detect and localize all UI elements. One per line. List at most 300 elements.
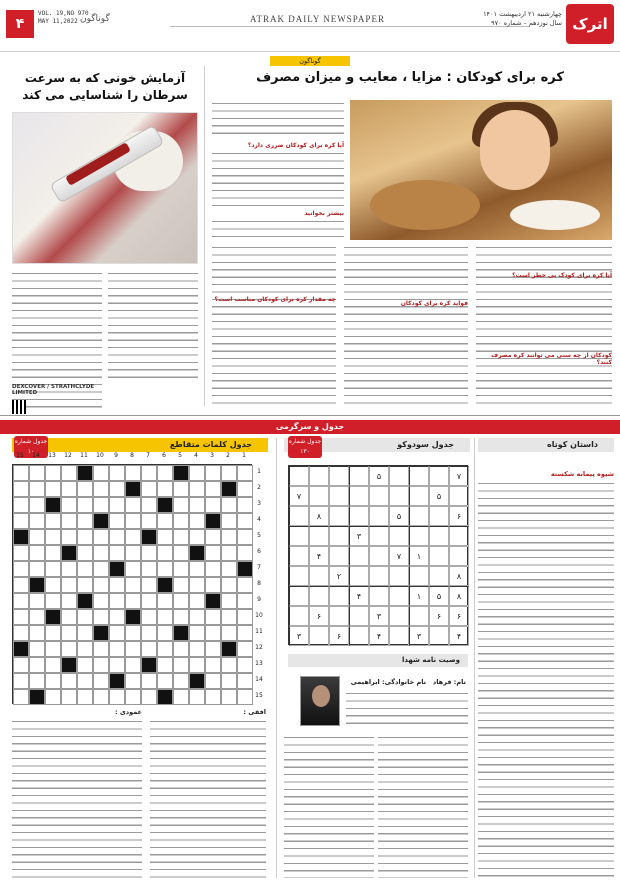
sudoku-cell[interactable] — [349, 466, 369, 486]
persian-date: چهارشنبه ۲۱ اردیبهشت ۱۴۰۱ سال نوزدهم – شماره ۹۷۰ — [483, 10, 562, 27]
crossword-cell — [125, 481, 141, 497]
crossword-cell[interactable] — [205, 465, 221, 481]
crossword-cell[interactable] — [61, 625, 77, 641]
crossword-cell[interactable] — [205, 625, 221, 641]
crossword-cell[interactable] — [157, 625, 173, 641]
crossword-cell[interactable] — [157, 673, 173, 689]
crossword-cell[interactable] — [109, 609, 125, 625]
crossword-cell[interactable] — [173, 689, 189, 705]
crossword-cell[interactable] — [189, 529, 205, 545]
crossword-cell[interactable] — [109, 689, 125, 705]
crossword-cell[interactable] — [173, 593, 189, 609]
sudoku-cell: ۴ — [369, 626, 389, 646]
sudoku-cell[interactable] — [289, 546, 309, 566]
sudoku-cell[interactable] — [289, 566, 309, 586]
sudoku-cell: ۷ — [389, 546, 409, 566]
crossword-cell[interactable] — [237, 625, 253, 641]
sudoku-cell[interactable] — [329, 546, 349, 566]
crossword-cell[interactable] — [189, 609, 205, 625]
crossword-cell[interactable] — [157, 513, 173, 529]
row-number: 12 — [255, 644, 263, 651]
crossword-cell[interactable] — [141, 689, 157, 705]
crossword-cell[interactable] — [45, 641, 61, 657]
crossword-cell[interactable] — [205, 561, 221, 577]
crossword-cell[interactable] — [109, 529, 125, 545]
sudoku-cell[interactable] — [369, 546, 389, 566]
crossword-badge: جدول شماره ۱۰ — [14, 436, 48, 458]
sudoku-cell[interactable] — [389, 486, 409, 506]
sudoku-cell[interactable] — [349, 486, 369, 506]
crossword-cell[interactable] — [157, 641, 173, 657]
crossword-cell[interactable] — [141, 497, 157, 513]
crossword-cell[interactable] — [141, 465, 157, 481]
crossword-cell[interactable] — [173, 545, 189, 561]
sudoku-cell[interactable] — [309, 626, 329, 646]
article-credit: DEXCOVER / STRATHCLYDE LIMITED — [12, 384, 95, 396]
sudoku-cell[interactable] — [329, 486, 349, 506]
crossword-cell[interactable] — [45, 545, 61, 561]
sudoku-cell[interactable] — [429, 566, 449, 586]
sudoku-cell[interactable] — [389, 626, 409, 646]
crossword-cell[interactable] — [141, 641, 157, 657]
sudoku-cell[interactable] — [329, 586, 349, 606]
crossword-cell[interactable] — [109, 513, 125, 529]
crossword-cell[interactable] — [125, 641, 141, 657]
crossword-cell[interactable] — [237, 593, 253, 609]
crossword-cell[interactable] — [13, 593, 29, 609]
crossword-cell[interactable] — [77, 529, 93, 545]
crossword-cell[interactable] — [237, 577, 253, 593]
sudoku-cell[interactable] — [429, 546, 449, 566]
crossword-cell[interactable] — [221, 577, 237, 593]
crossword-cell[interactable] — [13, 689, 29, 705]
crossword-cell[interactable] — [13, 609, 29, 625]
crossword-cell[interactable] — [173, 561, 189, 577]
crossword-cell[interactable] — [221, 465, 237, 481]
crossword-cell[interactable] — [237, 497, 253, 513]
crossword-cell[interactable] — [221, 609, 237, 625]
qr-code-icon — [12, 400, 26, 414]
crossword-cell[interactable] — [237, 673, 253, 689]
crossword-cell[interactable] — [61, 593, 77, 609]
crossword-cell[interactable] — [173, 497, 189, 513]
sudoku-grid[interactable] — [288, 465, 468, 645]
sudoku-cell[interactable] — [329, 606, 349, 626]
main-col-2 — [344, 244, 468, 410]
crossword-cell[interactable] — [93, 497, 109, 513]
crossword-cell[interactable] — [237, 481, 253, 497]
row-number: 11 — [255, 628, 263, 635]
crossword-cell[interactable] — [173, 609, 189, 625]
crossword-cell[interactable] — [157, 609, 173, 625]
crossword-cell[interactable] — [221, 545, 237, 561]
crossword-cell[interactable] — [237, 657, 253, 673]
row-number: 14 — [255, 676, 263, 683]
crossword-cell[interactable] — [77, 577, 93, 593]
crossword-cell[interactable] — [45, 513, 61, 529]
crossword-cell[interactable] — [61, 577, 77, 593]
crossword-cell[interactable] — [29, 497, 45, 513]
crossword-cell[interactable] — [141, 561, 157, 577]
crossword-cell[interactable] — [93, 657, 109, 673]
crossword-cell[interactable] — [189, 593, 205, 609]
sudoku-cell[interactable] — [329, 506, 349, 526]
crossword-cell[interactable] — [189, 465, 205, 481]
sudoku-cell[interactable] — [409, 606, 429, 626]
crossword-cell[interactable] — [109, 481, 125, 497]
sudoku-cell[interactable] — [349, 506, 369, 526]
crossword-cell[interactable] — [45, 625, 61, 641]
crossword-cell[interactable] — [141, 513, 157, 529]
crossword-cell[interactable] — [45, 657, 61, 673]
col-number: 15 — [16, 452, 24, 459]
crossword-cell — [109, 673, 125, 689]
sudoku-cell[interactable] — [329, 526, 349, 546]
sudoku-cell[interactable] — [369, 506, 389, 526]
sudoku-cell: ۶ — [449, 606, 469, 626]
crossword-cell[interactable] — [45, 465, 61, 481]
crossword-cell[interactable] — [61, 513, 77, 529]
crossword-cell[interactable] — [189, 513, 205, 529]
crossword-cell[interactable] — [13, 465, 29, 481]
crossword-cell[interactable] — [173, 657, 189, 673]
crossword-cell[interactable] — [93, 641, 109, 657]
crossword-cell[interactable] — [125, 513, 141, 529]
crossword-cell[interactable] — [157, 561, 173, 577]
crossword-cell[interactable] — [61, 673, 77, 689]
sudoku-cell[interactable] — [409, 486, 429, 506]
crossword-cell[interactable] — [109, 593, 125, 609]
crossword-cell — [205, 513, 221, 529]
crossword-cell[interactable] — [109, 497, 125, 513]
crossword-cell[interactable] — [13, 625, 29, 641]
crossword-cell[interactable] — [157, 593, 173, 609]
crossword-cell[interactable] — [13, 657, 29, 673]
sudoku-cell[interactable] — [429, 526, 449, 546]
sudoku-cell[interactable] — [369, 586, 389, 606]
crossword-cell — [173, 465, 189, 481]
main-intro — [212, 100, 344, 140]
crossword-cell — [61, 545, 77, 561]
sudoku-cell[interactable] — [349, 546, 369, 566]
crossword-cell[interactable] — [61, 561, 77, 577]
sudoku-cell[interactable] — [289, 586, 309, 606]
sudoku-cell[interactable] — [389, 526, 409, 546]
crossword-cell[interactable] — [93, 529, 109, 545]
crossword-cell[interactable] — [205, 545, 221, 561]
left-article-col2 — [108, 270, 198, 380]
crossword-cell — [77, 593, 93, 609]
crossword-cell[interactable] — [77, 625, 93, 641]
crossword-cell[interactable] — [77, 513, 93, 529]
crossword-cell[interactable] — [141, 577, 157, 593]
crossword-cell[interactable] — [93, 609, 109, 625]
crossword-cell[interactable] — [141, 593, 157, 609]
crossword-cell — [141, 529, 157, 545]
crossword-cell[interactable] — [141, 673, 157, 689]
crossword-cell[interactable] — [221, 513, 237, 529]
col-number: 7 — [146, 452, 150, 459]
crossword-cell[interactable] — [189, 561, 205, 577]
crossword-cell[interactable] — [13, 545, 29, 561]
crossword-cell[interactable] — [189, 481, 205, 497]
sudoku-cell: ۱ — [409, 586, 429, 606]
crossword-cell[interactable] — [189, 657, 205, 673]
sudoku-cell[interactable] — [309, 526, 329, 546]
crossword-cell[interactable] — [13, 481, 29, 497]
crossword-cell[interactable] — [13, 513, 29, 529]
crossword-cell[interactable] — [77, 561, 93, 577]
crossword-cell[interactable] — [61, 609, 77, 625]
crossword-cell[interactable] — [13, 577, 29, 593]
crossword-cell[interactable] — [173, 673, 189, 689]
crossword-cell[interactable] — [29, 529, 45, 545]
martyr-photo — [300, 676, 340, 726]
crossword-cell[interactable] — [61, 481, 77, 497]
crossword-cell[interactable] — [237, 529, 253, 545]
crossword-cell[interactable] — [157, 545, 173, 561]
crossword-cell[interactable] — [157, 657, 173, 673]
crossword-cell[interactable] — [77, 545, 93, 561]
crossword-cell[interactable] — [173, 481, 189, 497]
crossword-cell — [173, 625, 189, 641]
sudoku-cell: ۵ — [429, 586, 449, 606]
crossword-cell[interactable] — [109, 465, 125, 481]
sudoku-header: جدول سودوکو — [284, 438, 470, 452]
down-title: عمودی : — [114, 708, 142, 716]
crossword-cell[interactable] — [205, 497, 221, 513]
subhead-1: آیا کره برای کودکان ضرری دارد؟ — [247, 142, 344, 149]
sudoku-cell[interactable] — [309, 466, 329, 486]
subhead-4: فواید کره برای کودکان — [400, 300, 468, 307]
sudoku-cell[interactable] — [309, 486, 329, 506]
crossword-cell[interactable] — [189, 577, 205, 593]
down-clues — [12, 718, 142, 878]
sudoku-cell: ۳ — [289, 626, 309, 646]
crossword-cell[interactable] — [45, 481, 61, 497]
crossword-cell[interactable] — [77, 609, 93, 625]
sudoku-cell[interactable] — [389, 566, 409, 586]
crossword-cell[interactable] — [29, 593, 45, 609]
sudoku-cell[interactable] — [369, 566, 389, 586]
sudoku-cell: ۸ — [309, 506, 329, 526]
crossword-cell[interactable] — [13, 497, 29, 513]
sudoku-cell[interactable] — [309, 586, 329, 606]
crossword-cell — [205, 593, 221, 609]
crossword-cell[interactable] — [93, 561, 109, 577]
crossword-cell[interactable] — [189, 641, 205, 657]
crossword-cell[interactable] — [29, 609, 45, 625]
crossword-cell[interactable] — [125, 465, 141, 481]
crossword-cell[interactable] — [125, 593, 141, 609]
crossword-cell[interactable] — [205, 657, 221, 673]
crossword-grid[interactable] — [12, 464, 252, 704]
crossword-cell[interactable] — [237, 545, 253, 561]
crossword-cell[interactable] — [221, 673, 237, 689]
story-text — [478, 480, 614, 878]
crossword-cell[interactable] — [237, 465, 253, 481]
crossword-cell[interactable] — [93, 593, 109, 609]
newspaper-logo: اترک — [566, 4, 614, 44]
crossword-cell[interactable] — [93, 577, 109, 593]
crossword-cell[interactable] — [13, 561, 29, 577]
sudoku-cell[interactable] — [289, 506, 309, 526]
crossword-cell[interactable] — [237, 641, 253, 657]
crossword-cell[interactable] — [93, 481, 109, 497]
sudoku-cell[interactable] — [349, 606, 369, 626]
crossword-cell[interactable] — [77, 641, 93, 657]
crossword-cell[interactable] — [125, 625, 141, 641]
sudoku-cell[interactable] — [289, 466, 309, 486]
crossword-cell[interactable] — [29, 625, 45, 641]
sudoku-cell[interactable] — [389, 586, 409, 606]
main-para-2 — [212, 218, 344, 240]
crossword-cell[interactable] — [125, 689, 141, 705]
crossword-cell[interactable] — [109, 657, 125, 673]
crossword-cell[interactable] — [13, 673, 29, 689]
crossword-cell[interactable] — [45, 577, 61, 593]
sudoku-cell: ۸ — [449, 586, 469, 606]
crossword-cell[interactable] — [205, 529, 221, 545]
column-divider-2 — [276, 438, 277, 878]
crossword-cell[interactable] — [221, 529, 237, 545]
column-divider — [204, 66, 205, 406]
crossword-cell[interactable] — [61, 465, 77, 481]
sudoku-cell[interactable] — [309, 566, 329, 586]
sudoku-cell[interactable] — [369, 526, 389, 546]
sudoku-cell[interactable] — [409, 506, 429, 526]
crossword-cell[interactable] — [141, 625, 157, 641]
crossword-cell — [221, 481, 237, 497]
crossword-cell[interactable] — [205, 641, 221, 657]
row-number: 1 — [257, 468, 261, 475]
sudoku-cell[interactable] — [449, 526, 469, 546]
crossword-cell[interactable] — [93, 545, 109, 561]
crossword-cell[interactable] — [125, 545, 141, 561]
crossword-cell[interactable] — [125, 673, 141, 689]
crossword-cell[interactable] — [205, 609, 221, 625]
crossword-cell[interactable] — [77, 481, 93, 497]
crossword-cell[interactable] — [125, 529, 141, 545]
crossword-cell[interactable] — [45, 561, 61, 577]
crossword-cell[interactable] — [221, 561, 237, 577]
sudoku-cell[interactable] — [409, 526, 429, 546]
crossword-cell[interactable] — [29, 561, 45, 577]
crossword-cell[interactable] — [77, 657, 93, 673]
subhead-3: آیا کره برای کودک بی خطر است؟ — [512, 272, 612, 279]
crossword-cell[interactable] — [125, 561, 141, 577]
crossword-cell[interactable] — [221, 593, 237, 609]
crossword-cell[interactable] — [189, 497, 205, 513]
crossword-cell[interactable] — [77, 689, 93, 705]
crossword-cell[interactable] — [109, 641, 125, 657]
crossword-cell[interactable] — [237, 689, 253, 705]
row-number: 10 — [255, 612, 263, 619]
crossword-cell[interactable] — [157, 529, 173, 545]
col-number: 12 — [64, 452, 72, 459]
crossword-cell[interactable] — [221, 497, 237, 513]
sudoku-cell[interactable] — [289, 526, 309, 546]
crossword-cell[interactable] — [61, 641, 77, 657]
crossword-cell[interactable] — [45, 673, 61, 689]
crossword-cell[interactable] — [61, 529, 77, 545]
sudoku-cell[interactable] — [369, 486, 389, 506]
sudoku-cell[interactable] — [409, 566, 429, 586]
crossword-cell[interactable] — [189, 689, 205, 705]
crossword-cell[interactable] — [125, 657, 141, 673]
crossword-cell[interactable] — [221, 689, 237, 705]
crossword-cell[interactable] — [109, 625, 125, 641]
crossword-cell[interactable] — [29, 513, 45, 529]
crossword-cell[interactable] — [93, 465, 109, 481]
crossword-cell[interactable] — [45, 529, 61, 545]
sudoku-cell[interactable] — [429, 626, 449, 646]
sudoku-cell[interactable] — [449, 546, 469, 566]
sudoku-cell[interactable] — [449, 486, 469, 506]
sudoku-cell[interactable] — [349, 626, 369, 646]
crossword-cell[interactable] — [141, 545, 157, 561]
sudoku-cell[interactable] — [429, 506, 449, 526]
crossword-cell[interactable] — [125, 497, 141, 513]
crossword-cell[interactable] — [173, 529, 189, 545]
sudoku-cell[interactable] — [329, 466, 349, 486]
crossword-cell[interactable] — [205, 481, 221, 497]
crossword-cell[interactable] — [173, 513, 189, 529]
col-number: 14 — [32, 452, 40, 459]
crossword-cell[interactable] — [29, 657, 45, 673]
crossword-cell[interactable] — [29, 465, 45, 481]
crossword-cell[interactable] — [109, 577, 125, 593]
crossword-cell[interactable] — [221, 625, 237, 641]
crossword-cell[interactable] — [77, 673, 93, 689]
crossword-cell[interactable] — [205, 689, 221, 705]
crossword-cell[interactable] — [221, 657, 237, 673]
crossword-cell[interactable] — [93, 689, 109, 705]
sudoku-cell[interactable] — [289, 606, 309, 626]
crossword-cell[interactable] — [205, 673, 221, 689]
crossword-cell[interactable] — [77, 497, 93, 513]
crossword-cell[interactable] — [173, 577, 189, 593]
crossword-cell[interactable] — [61, 497, 77, 513]
crossword-cell[interactable] — [29, 481, 45, 497]
crossword-cell[interactable] — [45, 593, 61, 609]
crossword-cell[interactable] — [45, 689, 61, 705]
sudoku-cell[interactable] — [389, 466, 409, 486]
crossword-cell[interactable] — [29, 641, 45, 657]
crossword-cell[interactable] — [157, 481, 173, 497]
crossword-header: جدول کلمات متقاطع — [12, 438, 268, 452]
crossword-cell[interactable] — [237, 513, 253, 529]
sudoku-cell[interactable] — [389, 606, 409, 626]
crossword-cell[interactable] — [141, 481, 157, 497]
crossword-cell[interactable] — [173, 641, 189, 657]
crossword-cell[interactable] — [93, 673, 109, 689]
crossword-cell[interactable] — [141, 609, 157, 625]
crossword-cell[interactable] — [29, 545, 45, 561]
crossword-cell[interactable] — [125, 577, 141, 593]
sudoku-cell[interactable] — [429, 466, 449, 486]
crossword-cell[interactable] — [189, 625, 205, 641]
crossword-cell[interactable] — [61, 689, 77, 705]
crossword-cell[interactable] — [205, 577, 221, 593]
sudoku-cell[interactable] — [349, 566, 369, 586]
row-number: 15 — [255, 692, 263, 699]
crossword-cell[interactable] — [29, 673, 45, 689]
crossword-cell[interactable] — [157, 465, 173, 481]
crossword-cell[interactable] — [109, 545, 125, 561]
crossword-cell[interactable] — [237, 609, 253, 625]
sudoku-cell[interactable] — [409, 466, 429, 486]
